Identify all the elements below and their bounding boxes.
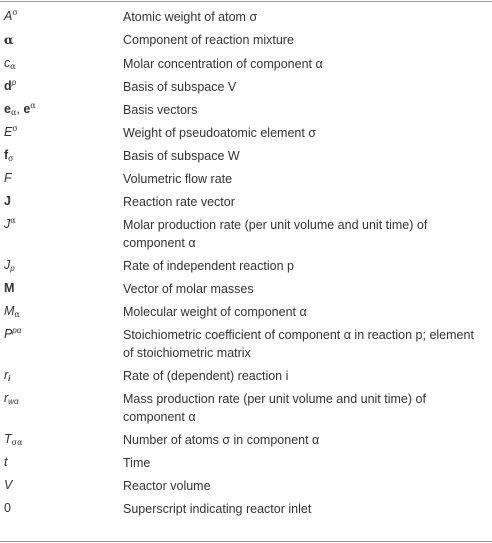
symbol-sup: σ — [12, 8, 18, 17]
symbol-cell — [0, 451, 123, 474]
symbol-base: J — [4, 258, 11, 272]
symbol-cell — [0, 254, 123, 277]
symbol-sub: σ — [8, 154, 14, 163]
description-cell: Component of reaction mixture — [123, 33, 294, 47]
description-cell: Rate of independent reaction p — [123, 259, 294, 273]
table-row — [0, 52, 492, 75]
symbol-cell — [0, 364, 123, 387]
description-cell: Rate of (dependent) reaction i — [123, 369, 289, 383]
description-cell: Molar concentration of component α — [123, 57, 323, 71]
table-row — [0, 5, 492, 28]
symbol-cell — [0, 144, 123, 167]
symbol-base: P — [4, 327, 13, 341]
description-cell: Weight of pseudoatomic element σ — [123, 126, 317, 140]
symbol-sub: α — [10, 62, 16, 71]
symbol-base: T — [4, 432, 12, 446]
table-row — [0, 190, 492, 213]
symbol-base: M — [4, 281, 15, 295]
symbol-cell — [0, 323, 123, 346]
description-cell: Basis vectors — [123, 103, 198, 117]
symbol-cell — [0, 5, 123, 28]
description-cell: Stoichiometric coefficient of component α in reaction p; element of stoichiometric matrix — [123, 328, 474, 360]
symbol-cell — [0, 497, 123, 520]
symbol-base: 0 — [4, 501, 11, 515]
symbol-sub: σα — [11, 438, 23, 447]
symbol-cell — [0, 121, 123, 144]
table-row — [0, 277, 492, 300]
symbol-cell — [0, 75, 123, 98]
symbol-base: E — [4, 125, 13, 139]
table-row — [0, 387, 492, 428]
symbol-base: F — [4, 171, 12, 185]
description-cell: Vector of molar masses — [123, 282, 254, 296]
symbol-base: A — [4, 9, 13, 23]
description-cell: Molecular weight of component α — [123, 305, 307, 319]
top-rule — [0, 1, 492, 2]
symbol-base: r — [4, 391, 9, 405]
symbol-cell — [0, 277, 123, 300]
symbol-separator: , — [16, 102, 24, 116]
symbol-cell — [0, 52, 123, 75]
description-cell: Reactor volume — [123, 479, 211, 493]
table-row — [0, 323, 492, 364]
symbol-base: e — [4, 102, 11, 116]
symbol-sub: i — [8, 374, 11, 383]
symbol-cell — [0, 98, 123, 121]
table-row — [0, 497, 492, 520]
symbol-cell — [0, 167, 123, 190]
symbol-base: e — [23, 102, 31, 116]
table-row — [0, 254, 492, 277]
description-cell: Mass production rate (per unit volume and unit time) of component α — [123, 392, 426, 424]
symbol-cell — [0, 387, 123, 410]
symbol-cell — [0, 474, 123, 497]
table-row — [0, 167, 492, 190]
symbol-cell — [0, 190, 123, 213]
symbol-base: M — [4, 304, 15, 318]
symbol-cell — [0, 428, 123, 451]
symbol-base: f — [4, 148, 9, 162]
symbol-base: r — [4, 368, 9, 382]
symbol-cell — [0, 300, 123, 323]
symbol-sub: α — [14, 310, 20, 319]
description-cell: Atomic weight of atom σ — [123, 10, 258, 24]
symbol-sup: ρ — [11, 78, 17, 87]
table-row — [0, 75, 492, 98]
table-row — [0, 451, 492, 474]
table-row — [0, 300, 492, 323]
description-cell: Time — [123, 456, 151, 470]
symbol-base: d — [4, 79, 12, 93]
symbol-cell — [0, 28, 123, 52]
table-row — [0, 364, 492, 387]
table-row — [0, 428, 492, 451]
symbol-sup: α — [10, 216, 16, 225]
symbol-sup: σ — [12, 124, 18, 133]
bottom-rule — [0, 541, 492, 542]
symbol-sub: p — [10, 264, 15, 273]
symbol-cell — [0, 213, 123, 236]
symbol-base: J — [4, 194, 11, 208]
description-cell: Basis of subspace V — [123, 80, 237, 94]
symbol-base: α — [4, 32, 14, 47]
description-cell: Superscript indicating reactor inlet — [123, 502, 312, 516]
symbol-sub: wα — [8, 397, 19, 406]
symbol-sup: α — [30, 101, 36, 110]
table-row — [0, 98, 492, 121]
symbol-base: t — [4, 455, 8, 469]
description-cell: Basis of subspace W — [123, 149, 240, 163]
symbol-base: c — [4, 56, 11, 70]
table-row — [0, 121, 492, 144]
description-cell: Volumetric flow rate — [123, 172, 233, 186]
table-row — [0, 213, 492, 254]
description-cell: Reaction rate vector — [123, 195, 235, 209]
description-cell: Molar production rate (per unit volume and unit time) of component α — [123, 218, 428, 250]
table-row — [0, 28, 492, 52]
symbol-base: J — [4, 217, 11, 231]
table-body — [0, 5, 492, 520]
symbol-base: V — [4, 478, 13, 492]
table-row — [0, 474, 492, 497]
table-row — [0, 144, 492, 167]
symbol-sup: pα — [12, 326, 22, 335]
description-cell: Number of atoms σ in component α — [123, 433, 320, 447]
symbol-sub: α — [10, 108, 17, 117]
